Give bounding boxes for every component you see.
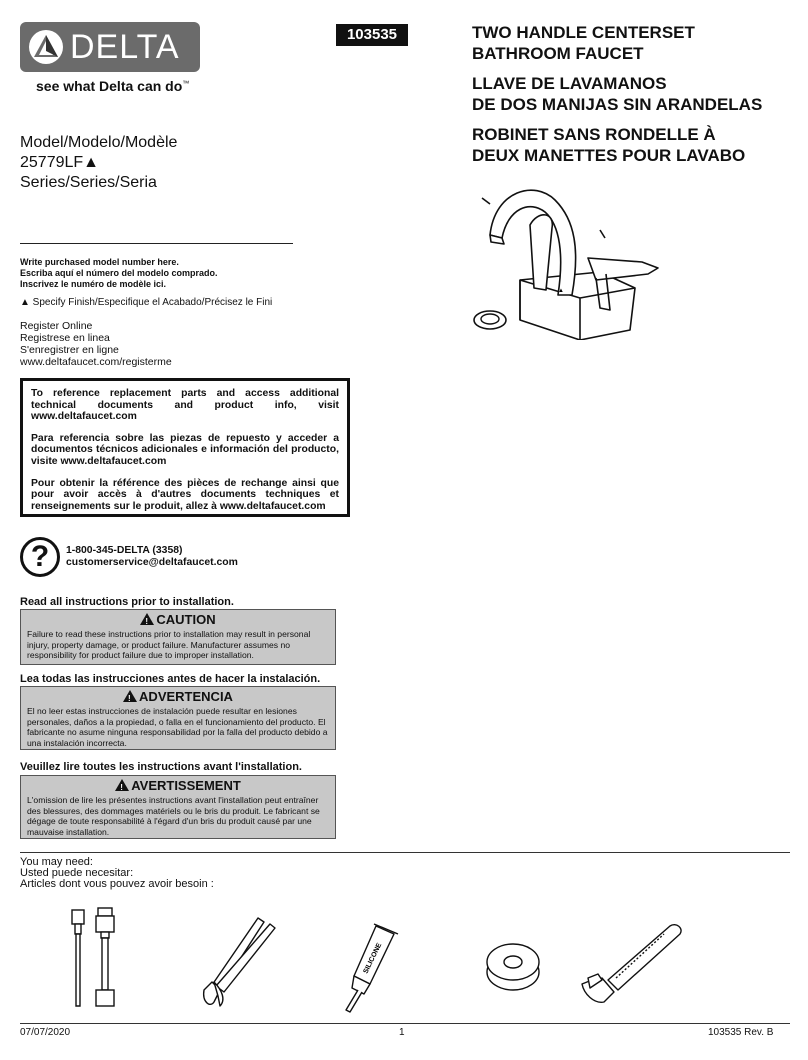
warning-heading-english: Read all instructions prior to installation. — [20, 596, 234, 608]
faucet-illustration — [460, 170, 660, 340]
warning-triangle-icon — [115, 779, 129, 791]
warning-triangle-icon — [123, 690, 137, 702]
caution-box — [20, 609, 336, 665]
contact-email[interactable]: customerservice@deltafaucet.com — [66, 557, 238, 568]
silicone-label: SILICONE — [362, 942, 384, 975]
contact-info — [66, 545, 238, 569]
reference-info-box — [20, 378, 350, 517]
footer-revision: 103535 Rev. B — [708, 1027, 774, 1038]
delta-logo — [20, 22, 200, 72]
specify-finish-note: ▲ Specify Finish/Especifique el Acabado/Précisez le Fini — [20, 297, 273, 308]
caution-text: Failure to read these instructions prior to installation may result in personal injury, property damage, or product failure. Manufacturer assumes no responsibility for product failure due to improper installation. — [27, 629, 311, 661]
write-model-note: Write purchased model number here. Escriba aquí el número del modelo comprado. Inscrivez le numéro de modèle ici. — [20, 257, 218, 289]
delta-triangle-icon — [28, 29, 64, 65]
warning-heading-french: Veuillez lire toutes les instructions avant l'installation. — [20, 761, 302, 773]
reference-spanish: Para referencia sobre las piezas de repuesto y acceder a documentos técnicos adicionales e información del producto, visite www.deltafaucet.com — [31, 432, 339, 467]
series-label: Series/Series/Seria — [20, 174, 157, 191]
supply-lines-icon — [62, 906, 132, 1011]
product-titles — [472, 22, 792, 175]
adjustable-wrench-icon — [578, 918, 688, 1008]
footer-page-number: 1 — [399, 1027, 405, 1038]
reference-english: To reference replacement parts and access additional technical documents and product info, visit www.deltafaucet.com — [31, 388, 339, 423]
model-info — [20, 133, 177, 193]
svg-text:▲: ▲ — [558, 288, 564, 294]
title-spanish: LLAVE DE LAVAMANOS DE DOS MANIJAS SIN ARANDELAS — [472, 74, 763, 114]
model-number: 25779LF▲ — [20, 154, 99, 171]
advertencia-box — [20, 686, 336, 750]
pliers-icon — [200, 910, 280, 1010]
contact-phone[interactable]: 1-800-345-DELTA (3358) — [66, 545, 183, 556]
question-icon: ? — [20, 537, 60, 577]
avertissement-box — [20, 775, 336, 839]
register-online: Register Online Registrese en linea S'enregistrer en ligne www.deltafaucet.com/registerme — [20, 320, 172, 368]
footer-date: 07/07/2020 — [20, 1027, 71, 1038]
logo-wordmark: DELTA — [70, 27, 180, 66]
warning-triangle-icon — [140, 613, 154, 625]
section-divider — [20, 852, 790, 853]
caution-title: !CAUTION — [27, 612, 329, 627]
advertencia-title: !ADVERTENCIA — [27, 689, 329, 704]
silicone-tube-icon — [340, 920, 400, 1015]
title-french: ROBINET SANS RONDELLE À DEUX MANETTES POUR LAVABO — [472, 125, 746, 165]
reference-french: Pour obtenir la référence des pièces de rechange ainsi que pour avoir accès à d'autres documents techniques et renseignements sur le produit, allez à www.deltafaucet.com — [31, 477, 339, 512]
advertencia-text: El no leer estas instrucciones de instalación puede resultar en lesiones personales, daños a la propiedad, o falla en el funcionamiento del producto. El fabricante no asume ninguna responsabilidad por la falla del producto debido a una instalación incorrecta. — [27, 706, 328, 748]
avertissement-title: !AVERTISSEMENT — [27, 778, 329, 793]
title-english: TWO HANDLE CENTERSET BATHROOM FAUCET — [472, 23, 695, 63]
model-label: Model/Modelo/Modèle — [20, 134, 178, 151]
avertissement-text: L'omission de lire les présentes instructions avant l'installation peut entraîner des blessures, des dommages matériels ou le bris du produit. Le fabricant se dégage de toute responsabilité à l'égard d'un bris du produit causé par une mauvaise installation. — [27, 795, 320, 837]
register-url[interactable]: www.deltafaucet.com/registerme — [20, 356, 172, 368]
footer-divider — [20, 1023, 790, 1024]
model-number-write-line — [20, 243, 293, 244]
plumbers-tape-icon — [478, 936, 548, 996]
document-number-badge: 103535 — [336, 24, 408, 46]
logo-tagline: see what Delta can do™ — [36, 78, 190, 94]
warning-heading-spanish: Lea todas las instrucciones antes de hacer la instalación. — [20, 673, 321, 685]
tools-needed-text: You may need: Usted puede necesitar: Articles dont vous pouvez avoir besoin : — [20, 856, 214, 890]
